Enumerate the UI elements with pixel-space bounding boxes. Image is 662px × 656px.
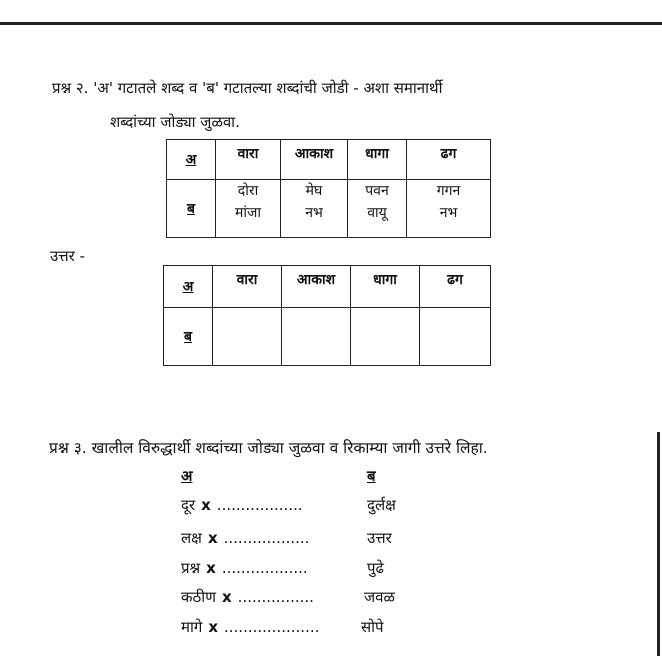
word-a: दूर xyxy=(181,496,196,514)
answer-blank-cell[interactable] xyxy=(213,308,282,366)
cell-word: मेघ xyxy=(305,183,323,199)
answer-blank[interactable]: .................... xyxy=(224,618,320,636)
cross-mark: x xyxy=(206,559,216,577)
answer-blank[interactable]: .................. xyxy=(216,496,303,514)
table-cell xyxy=(216,180,281,238)
table-cell xyxy=(281,180,348,238)
cross-mark: x xyxy=(201,496,211,514)
answer-table xyxy=(163,265,491,366)
answer-blank[interactable]: .................. xyxy=(223,529,310,547)
cross-mark: x xyxy=(208,618,218,636)
match-row xyxy=(181,558,308,578)
table-header: वारा xyxy=(213,266,282,308)
cell-word: मांजा xyxy=(234,205,261,221)
cell-word: नभ xyxy=(439,205,458,221)
word-b: सोपे xyxy=(361,618,384,636)
question-2-line-2: शब्दांच्या जोड्या जुळवा. xyxy=(110,113,240,131)
table-cell xyxy=(348,180,407,238)
column-a-heading: अ xyxy=(181,467,193,485)
top-border-line xyxy=(0,22,662,25)
table-header: ढग xyxy=(420,266,491,308)
table-header: वारा xyxy=(216,140,281,180)
table-label-a: अ xyxy=(167,140,216,180)
match-row xyxy=(181,617,319,637)
cell-word: वायू xyxy=(367,205,387,221)
word-b: जवळ xyxy=(364,588,395,606)
cell-word: नभ xyxy=(305,205,323,221)
answer-blank[interactable]: .................. xyxy=(221,559,308,577)
table-header: धागा xyxy=(351,266,420,308)
cross-mark: x xyxy=(207,529,218,547)
word-b: दुर्लक्ष xyxy=(367,496,396,514)
question-3-title: प्रश्न ३. खालील विरुद्धार्थी शब्दांच्या जोड्या जुळवा व रिकाम्या जागी उत्तरे लिहा. xyxy=(49,439,488,457)
match-row xyxy=(181,528,309,548)
table-header: आकाश xyxy=(281,140,348,180)
right-border-line xyxy=(657,432,660,656)
table-label-b: ब xyxy=(167,180,216,238)
column-b-heading: ब xyxy=(367,467,376,485)
cell-word: पवन xyxy=(365,183,389,199)
answer-blank-cell[interactable] xyxy=(282,308,351,366)
word-b: पुढे xyxy=(367,559,384,577)
word-a: प्रश्न xyxy=(181,559,201,577)
question-2-table xyxy=(166,139,491,238)
table-header: ढग xyxy=(407,140,491,180)
answer-blank[interactable]: ................ xyxy=(237,588,314,606)
answer-label: उत्तर - xyxy=(50,247,85,265)
answer-blank-cell[interactable] xyxy=(420,308,491,366)
table-header: आकाश xyxy=(282,266,351,308)
table-header: धागा xyxy=(348,140,407,180)
match-row xyxy=(181,587,314,607)
word-b: उत्तर xyxy=(367,529,392,547)
cross-mark: x xyxy=(221,588,232,606)
word-a: मागे xyxy=(181,618,203,636)
table-label-a: अ xyxy=(164,266,213,308)
cell-word: गगन xyxy=(436,183,461,199)
table-cell xyxy=(407,180,491,238)
table-label-b: ब xyxy=(164,308,213,366)
match-row xyxy=(181,495,303,515)
cell-word: दोरा xyxy=(237,183,259,199)
word-a: कठीण xyxy=(181,588,216,606)
word-a: लक्ष xyxy=(181,529,202,547)
answer-blank-cell[interactable] xyxy=(351,308,420,366)
question-2-line-1: प्रश्न २. 'अ' गटातले शब्द व 'ब' गटातल्या शब्दांची जोडी - अशा समानार्थी xyxy=(52,79,443,97)
